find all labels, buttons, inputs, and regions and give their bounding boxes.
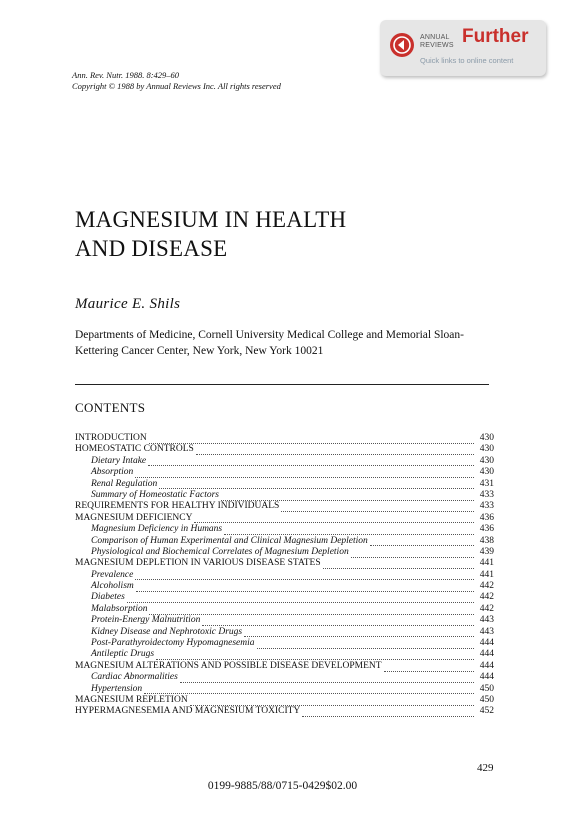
toc-dot-leader	[323, 561, 474, 569]
toc-dot-leader	[302, 709, 474, 717]
toc-dot-leader	[148, 458, 474, 466]
page-number: 429	[477, 762, 494, 774]
toc-entry[interactable]	[75, 672, 494, 683]
toc-entry[interactable]	[75, 536, 494, 547]
toc-entry-page: 430	[479, 467, 494, 478]
toc-entry-page: 442	[479, 581, 494, 592]
toc-entry[interactable]	[75, 684, 494, 695]
title-line-1: MAGNESIUM IN HEALTH	[75, 207, 347, 232]
toc-dot-leader	[196, 447, 474, 455]
toc-dot-leader	[156, 652, 474, 660]
annual-reviews-further-badge[interactable]	[380, 20, 546, 76]
toc-entry-page: 444	[479, 649, 494, 660]
toc-entry-page: 433	[479, 501, 494, 512]
toc-entry-page: 438	[479, 535, 494, 546]
toc-entry[interactable]	[75, 615, 494, 626]
toc-dot-leader	[244, 629, 474, 637]
badge-subtitle: Quick links to online content	[420, 56, 514, 65]
toc-dot-leader	[135, 572, 474, 580]
toc-entry-page: 431	[479, 478, 494, 489]
toc-dot-leader	[202, 618, 474, 626]
toc-entry[interactable]	[75, 547, 494, 558]
toc-entry[interactable]	[75, 706, 494, 717]
toc-entry-page: 444	[479, 638, 494, 649]
article-title	[75, 205, 346, 263]
toc-entry-label: Comparison of Human Experimental and Clinical Magnesium Depletion	[91, 535, 368, 546]
play-arrow-icon	[390, 33, 414, 57]
toc-entry-label: MAGNESIUM DEPLETION IN VARIOUS DISEASE STATES	[75, 558, 321, 569]
toc-entry-label: Protein-Energy Malnutrition	[91, 615, 201, 626]
toc-entry-page: 444	[479, 672, 494, 683]
toc-entry-page: 443	[479, 626, 494, 637]
toc-entry[interactable]	[75, 695, 494, 706]
toc-entry-label: MAGNESIUM DEFICIENCY	[75, 512, 193, 523]
toc-entry-page: 430	[479, 433, 494, 443]
toc-entry-page: 433	[479, 489, 494, 500]
toc-dot-leader	[180, 675, 474, 683]
toc-entry-label: Prevalence	[91, 569, 134, 580]
citation-line-1: Ann. Rev. Nutr. 1988. 8:429–60	[72, 70, 180, 80]
toc-dot-leader	[384, 664, 474, 672]
toc-dot-leader	[136, 584, 474, 592]
toc-entry[interactable]	[75, 661, 494, 672]
toc-entry[interactable]	[75, 524, 494, 535]
toc-entry-page: 452	[479, 706, 494, 717]
toc-entry-label: Kidney Disease and Nephrotoxic Drugs	[91, 626, 243, 637]
toc-dot-leader	[194, 515, 474, 523]
toc-entry[interactable]	[75, 638, 494, 649]
toc-dot-leader	[221, 493, 474, 501]
toc-entry[interactable]	[75, 627, 494, 638]
author-affiliation: Departments of Medicine, Cornell University Medical College and Memorial Sloan-Kettering Cancer Center, New York, New York 10021	[75, 329, 464, 357]
citation-line-2: Copyright © 1988 by Annual Reviews Inc. All rights reserved	[72, 81, 281, 91]
toc-entry[interactable]	[75, 490, 494, 501]
toc-entry-page: 441	[479, 569, 494, 580]
toc-dot-leader	[370, 538, 474, 546]
toc-entry[interactable]	[75, 456, 494, 467]
toc-entry-page: 439	[479, 546, 494, 557]
toc-entry-page: 443	[479, 615, 494, 626]
badge-brand-line1: ANNUAL	[420, 34, 450, 41]
toc-dot-leader	[135, 470, 474, 478]
toc-dot-leader	[281, 504, 474, 512]
horizontal-divider	[75, 384, 489, 385]
toc-entry-page: 442	[479, 592, 494, 603]
toc-entry-label: Renal Regulation	[91, 478, 158, 489]
toc-entry-label: Alcoholism	[91, 581, 134, 592]
toc-entry-label: REQUIREMENTS FOR HEALTHY INDIVIDUALS	[75, 501, 280, 512]
toc-dot-leader	[144, 686, 474, 694]
toc-entry-label: Antileptic Drugs	[91, 649, 155, 660]
badge-further-label: Further	[462, 26, 529, 47]
toc-dot-leader	[149, 436, 474, 444]
toc-entry-label: Absorption	[91, 467, 134, 478]
badge-brand-line2: REVIEWS	[420, 42, 454, 49]
journal-citation	[72, 70, 281, 92]
toc-entry-page: 436	[479, 512, 494, 523]
author-name: Maurice E. Shils	[75, 296, 181, 312]
toc-entry[interactable]	[75, 581, 494, 592]
toc-entry-label: MAGNESIUM ALTERATIONS AND POSSIBLE DISEASE DEVELOPMENT	[75, 660, 382, 671]
toc-entry-label: MAGNESIUM REPLETION	[75, 694, 188, 705]
toc-entry-label: Diabetes	[91, 592, 125, 603]
toc-entry-page: 430	[479, 455, 494, 466]
toc-entry-label: HOMEOSTATIC CONTROLS	[75, 444, 194, 455]
toc-entry-label: Magnesium Deficiency in Humans	[91, 524, 223, 535]
toc-entry-page: 436	[479, 524, 494, 535]
toc-entry-label: Post-Parathyroidectomy Hypomagnesemia	[91, 638, 255, 649]
toc-entry[interactable]	[75, 604, 494, 615]
toc-entry[interactable]	[75, 649, 494, 660]
toc-entry-page: 442	[479, 603, 494, 614]
toc-entry-label: Malabsorption	[91, 603, 148, 614]
toc-entry-page: 444	[479, 660, 494, 671]
title-line-2: AND DISEASE	[75, 236, 228, 261]
toc-entry-page: 430	[479, 444, 494, 455]
toc-entry[interactable]	[75, 513, 494, 524]
article-code: 0199-9885/88/0715-0429$02.00	[207, 780, 358, 792]
toc-dot-leader	[257, 641, 475, 649]
toc-entry[interactable]	[75, 444, 494, 455]
toc-entry[interactable]	[75, 501, 494, 512]
toc-entry[interactable]	[75, 467, 494, 478]
toc-entry[interactable]	[75, 592, 494, 603]
contents-heading: CONTENTS	[75, 400, 146, 415]
toc-entry[interactable]	[75, 479, 494, 490]
toc-entry-page: 450	[479, 694, 494, 705]
table-of-contents	[75, 433, 494, 718]
toc-entry-page: 450	[479, 683, 494, 694]
toc-dot-leader	[159, 481, 474, 489]
toc-dot-leader	[127, 595, 474, 603]
badge-brand-name	[420, 34, 460, 50]
toc-dot-leader	[351, 550, 474, 558]
toc-entry-label: Hypertension	[91, 683, 143, 694]
toc-entry-label: Dietary Intake	[91, 455, 147, 466]
toc-entry-page: 441	[479, 558, 494, 569]
toc-entry[interactable]	[75, 558, 494, 569]
toc-entry-label: HYPERMAGNESEMIA AND MAGNESIUM TOXICITY	[75, 706, 301, 717]
toc-entry[interactable]	[75, 433, 494, 444]
toc-entry-label: Cardiac Abnormalities	[91, 672, 178, 683]
toc-entry-label: Physiological and Biochemical Correlates of Magnesium Depletion	[91, 546, 349, 557]
toc-entry[interactable]	[75, 570, 494, 581]
toc-dot-leader	[149, 607, 474, 615]
toc-dot-leader	[190, 698, 474, 706]
toc-entry-label: Summary of Homeostatic Factors	[91, 489, 219, 500]
toc-entry-label: INTRODUCTION	[75, 433, 147, 443]
toc-dot-leader	[224, 527, 474, 535]
